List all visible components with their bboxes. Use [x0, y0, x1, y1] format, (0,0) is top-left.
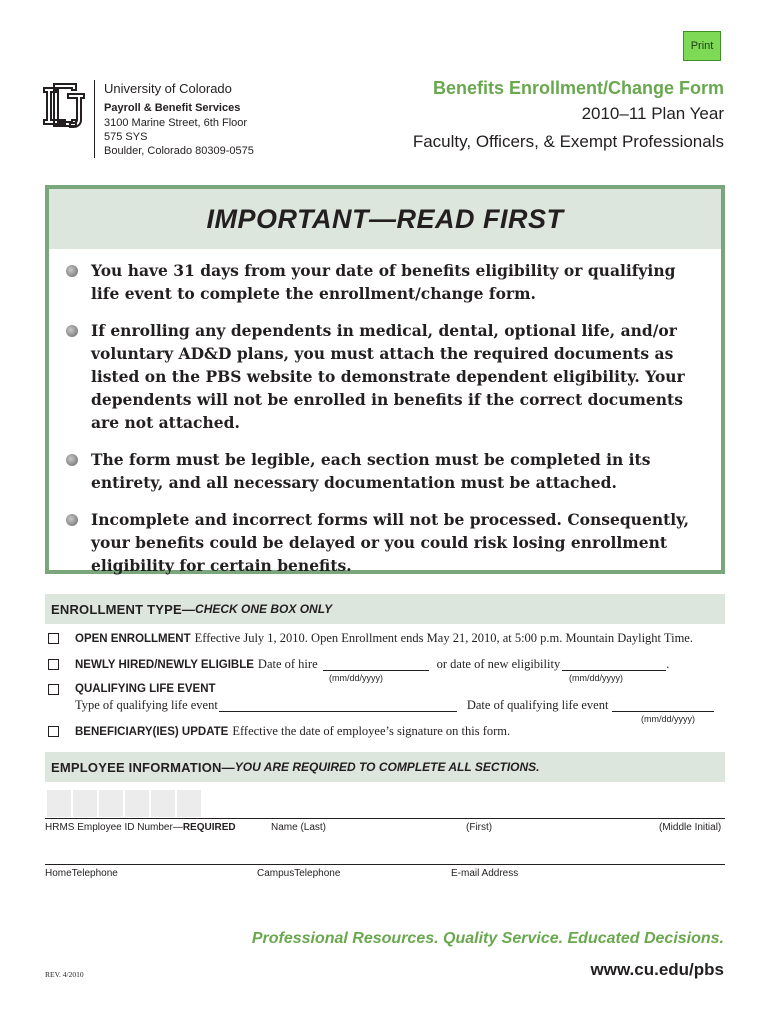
enrollment-heading: ENROLLMENT TYPE— [51, 601, 196, 617]
beneficiary-update-checkbox[interactable] [48, 726, 59, 737]
hrms-id-label: HRMS Employee ID Number—REQUIRED [45, 822, 236, 833]
cu-logo-icon [40, 80, 90, 132]
department-name: Payroll & Benefit Services [104, 102, 241, 114]
audience: Faculty, Officers, & Exempt Professionals [412, 132, 724, 151]
new-eligibility-field[interactable] [562, 659, 666, 671]
website-link[interactable]: www.cu.edu/pbs [590, 960, 724, 979]
middle-initial-label: (Middle Initial) [659, 822, 722, 833]
revision-date: REV. 4/2010 [45, 970, 84, 979]
bullet-text: The form must be legible, each section must be completed in its entirety, and all necessary documentation must be attached. [91, 450, 651, 492]
bullet-item [63, 448, 701, 494]
open-enrollment-label: OPEN ENROLLMENT [75, 632, 191, 645]
important-header [49, 189, 721, 249]
plan-year: 2010–11 Plan Year [581, 104, 724, 123]
enrollment-heading-note: CHECK ONE BOX ONLY [195, 602, 333, 616]
newly-hired-row: NEWLY HIRED/NEWLY ELIGIBLE Date of hire or date of new eligibility . [48, 657, 669, 672]
employee-heading: EMPLOYEE INFORMATION— [51, 759, 235, 775]
logo-separator [94, 80, 95, 158]
date-format-hint: (mm/dd/yyyy) [641, 714, 695, 724]
qualifying-life-event-label: QUALIFYING LIFE EVENT [75, 683, 216, 695]
date-of-hire-label: Date of hire [257, 657, 318, 671]
date-format-hint: (mm/dd/yyyy) [569, 673, 623, 683]
qualifying-life-event-checkbox[interactable] [48, 684, 59, 695]
last-name-label: Name (Last) [271, 822, 327, 833]
new-eligibility-label: or date of new eligibility [436, 657, 561, 671]
first-name-label: (First) [466, 822, 493, 833]
bullet-text: Incomplete and incorrect forms will not be processed. Consequently, your benefits could be delayed or you could risk losing enrollment eligibility for certain benefits. [91, 510, 690, 575]
employee-id-digit-box[interactable] [99, 790, 123, 817]
university-name: University of Colorado [104, 81, 232, 96]
newly-hired-label: NEWLY HIRED/NEWLY ELIGIBLE [75, 658, 254, 671]
org-address [104, 81, 254, 158]
open-enrollment-checkbox[interactable] [48, 633, 59, 644]
bullet-item [63, 259, 701, 305]
enrollment-type-bar [45, 594, 725, 624]
important-bullets [63, 259, 701, 591]
bullet-dot-icon [66, 265, 78, 277]
address-line: 3100 Marine Street, 6th Floor [104, 117, 248, 129]
employee-heading-note: YOU ARE REQUIRED TO COMPLETE ALL SECTIONS. [234, 760, 540, 774]
email-label: E-mail Address [451, 868, 519, 879]
name-field-line[interactable] [45, 818, 725, 819]
qualifying-life-event-row [48, 683, 220, 695]
beneficiary-update-label: BENEFICIARY(IES) UPDATE [75, 725, 229, 738]
print-button[interactable]: Print [683, 31, 721, 61]
beneficiary-update-text: Effective the date of employee’s signature on this form. [232, 724, 511, 738]
bullet-dot-icon [66, 325, 78, 337]
bullet-item [63, 319, 701, 434]
date-format-hint: (mm/dd/yyyy) [329, 673, 383, 683]
home-telephone-label: HomeTelephone [45, 868, 118, 879]
form-title: Benefits Enrollment/Change Form [432, 78, 724, 98]
qle-type-field[interactable] [219, 700, 457, 712]
qle-type-label: Type of qualifying life event [75, 698, 218, 712]
qle-date-field[interactable] [612, 700, 714, 712]
employee-id-digit-box[interactable] [177, 790, 201, 817]
contact-field-line[interactable] [45, 864, 725, 865]
bullet-dot-icon [66, 454, 78, 466]
qle-detail-row [75, 698, 714, 713]
important-box [45, 185, 725, 574]
bullet-text: If enrolling any dependents in medical, dental, optional life, and/or voluntary AD&D plans, you must attach the required documents as listed on the PBS website to demonstrate dependent eligibility. Your dependents will not be enrolled in benefits if the correct documents are not attached. [91, 321, 685, 432]
qle-date-label: Date of qualifying life event [466, 698, 609, 712]
employee-id-digit-box[interactable] [151, 790, 175, 817]
newly-hired-checkbox[interactable] [48, 659, 59, 670]
bullet-dot-icon [66, 514, 78, 526]
employee-id-digit-box[interactable] [47, 790, 71, 817]
bullet-item [63, 508, 701, 577]
employee-id-digit-box[interactable] [125, 790, 149, 817]
date-of-hire-field[interactable] [323, 659, 429, 671]
open-enrollment-text: Effective July 1, 2010. Open Enrollment ends May 21, 2010, at 5:00 p.m. Mountain Daylight Time. [194, 631, 693, 645]
beneficiary-update-row [48, 724, 510, 739]
open-enrollment-row [48, 631, 693, 646]
employee-info-bar [45, 752, 725, 782]
bullet-text: You have 31 days from your date of benefits eligibility or qualifying life event to complete the enrollment/change form. [91, 261, 676, 303]
address-line: 575 SYS [104, 131, 148, 143]
tagline: Professional Resources. Quality Service. Educated Decisions. [251, 930, 724, 947]
important-heading: IMPORTANT—READ FIRST [206, 203, 564, 234]
address-line: Boulder, Colorado 80309-0575 [104, 145, 254, 157]
employee-id-digit-box[interactable] [73, 790, 97, 817]
campus-telephone-label: CampusTelephone [257, 868, 341, 879]
